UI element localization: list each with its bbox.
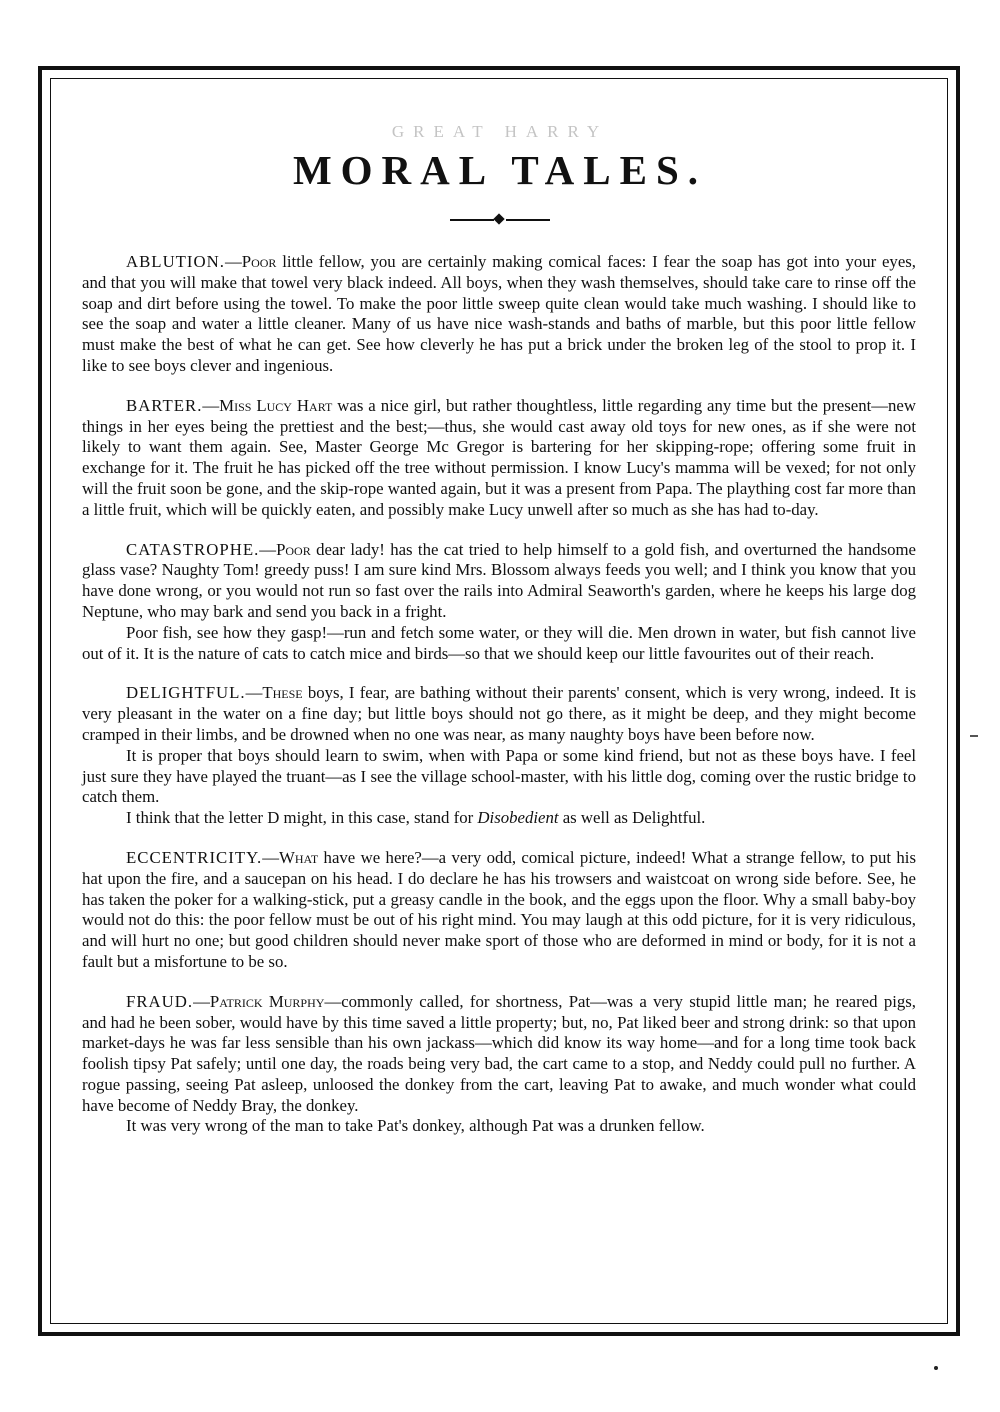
tale-lead: Patrick Murphy <box>209 991 325 1011</box>
tale-text: dear lady! has the cat tried to help himself to a gold fish, and overturned the handsome glass vase? Naughty Tom! greedy puss! I am sure kind Mrs. Blossom always feeds you well; and I think you know that you have done wrong, or you would not run so fast over the rails into Admiral Seaworth's garden, where he keeps his large dog Neptune, who may bark and send you back in a fright. <box>82 539 916 621</box>
tale-text: little fellow, you are certainly making comical faces: I fear the soap has got into your eyes, and that you will make that towel very black indeed. All boys, when they wash themselves, should take care to rinse off the soap and dirt before using the towel. To make the poor little sweep quite clean would take much washing. I should like to see the soap and water a little cleaner. Many of us have nice wash-stands and baths of marble, but this poor little fellow must make the best of what he can get. See how cleverly he has put a brick under the broken leg of the stool to prop it. I like to see boys clever and ingenious. <box>82 252 916 375</box>
tale-text: have we here?—a very odd, comical picture, indeed! What a strange fellow, to put his hat upon the fire, and a saucepan on his head. I do declare he has his trowsers and waistcoat on wrong side before. See, he has taken the poker for a walking-stick, put a greasy candle in the book, and the eggs upon the floor. Why a small baby-boy would not do this: the poor fellow must be out of his right mind. You may laugh at this odd picture, for it is very ridiculous, and will hurt no one; but good children should never make sport of those who are deformed in mind or body, for it is not a fault but a misfortune to be so. <box>82 847 916 971</box>
tale-heading: CATASTROPHE. <box>126 539 260 559</box>
tale-lead: What <box>279 847 319 867</box>
tale-paragraph: It was very wrong of the man to take Pat's donkey, although Pat was a drunken fellow. <box>126 1116 705 1136</box>
tale-text: boys, I fear, are bathing without their parents' consent, which is very wrong, indeed. It is very pleasant in the water on a fine day; but little boys should not go there, as it might be deep, and they might become cramped in their limbs, and be drowned when no one was near, as many naughty boys have been before now. <box>82 683 916 744</box>
tale-heading: ECCENTRICITY. <box>126 847 263 867</box>
margin-mark <box>970 735 978 737</box>
tale-catastrophe <box>82 540 916 665</box>
tale-ablution <box>82 252 916 377</box>
tale-text: I think that the letter D might, in this case, stand for <box>126 808 478 828</box>
tale-fraud <box>82 992 916 1138</box>
tale-lead: Poor <box>241 252 277 271</box>
ink-dot <box>934 1366 938 1370</box>
tale-emphasis: Disobedient <box>477 808 559 828</box>
tale-heading: BARTER. <box>126 395 203 415</box>
tale-lead: Miss Lucy Hart <box>219 395 333 415</box>
tale-heading: FRAUD. <box>126 991 194 1011</box>
page-title: MORAL TALES. <box>292 147 708 193</box>
tale-paragraph: DELIGHTFUL.—These boys, I fear, are bathing without their parents' consent, which is very wrong, indeed. It is very pleasant in the water on a fine day; but little boys should not go there, as it might be deep, and they might become cramped in their limbs, and be drowned when no one was near, as many naughty boys have been before now. <box>82 683 916 744</box>
tale-paragraph: ECCENTRICITY.—What have we here?—a very odd, comical picture, indeed! What a strange fellow, to put his hat upon the fire, and a saucepan on his head. I do declare he has his trowsers and waistcoat on wrong side before. See, he has taken the poker for a walking-stick, put a greasy candle in the book, and the eggs upon the floor. Why a small baby-boy would not do this: the poor fellow must be out of his right mind. You may laugh at this odd picture, for it is very ridiculous, and will hurt no one; but good children should never make sport of those who are deformed in mind or body, for it is not a fault but a misfortune to be so. <box>82 847 916 971</box>
tale-delightful <box>82 683 916 829</box>
tale-barter <box>82 396 916 521</box>
tale-paragraph: BARTER.—Miss Lucy Hart was a nice girl, but rather thoughtless, little regarding any time but the present—new things in her eyes being the prettiest and the best;—thus, she would cast away old toys for new ones, as if she were not likely to want them again. See, Master George Mc Gregor is bartering for her skipping-rope; offering some fruit in exchange for it. The fruit he has picked off the tree without permission. I know Lucy's mamma will be vexed; for not only will the fruit soon be gone, and the skip-rope wanted again, but it was a present from Papa. The plaything cost far more than a little fruit, which will be quickly eaten, and possibly make Lucy unwell after so much as she has had to-day. <box>82 395 916 519</box>
tale-paragraph: FRAUD.—Patrick Murphy—commonly called, for shortness, Pat—was a very stupid little man; he reared pigs, and had he been sober, would have by this time saved a little property; but, no, Pat liked beer and strong drink: so that upon market-days he was far less sensible than his own jackass—which did know its way home—and for a long time took back foolish tipsy Pat safely; until one day, the roads being very bad, the cart came to a stop, and Neddy could pull no further. A rogue passing, seeing Pat asleep, unloosed the donkey from the cart, leaving Pat to awake, and much wonder what could have become of Neddy Bray, the donkey. <box>82 991 916 1115</box>
diamond-icon <box>493 213 504 224</box>
tale-paragraph <box>82 808 916 829</box>
tale-lead: Poor <box>276 539 311 559</box>
tale-eccentricity <box>82 848 916 973</box>
tale-paragraph: CATASTROPHE.—Poor dear lady! has the cat tried to help himself to a gold fish, and overturned the handsome glass vase? Naughty Tom! greedy puss! I am sure kind Mrs. Blossom always feeds you well; and I think you know that you have done wrong, or you would not run so fast over the rails into Admiral Seaworth's garden, where he keeps his large dog Neptune, who may bark and send you back in a fright. <box>82 539 916 621</box>
tale-paragraph: It is proper that boys should learn to swim, when with Papa or some kind friend, but not as these boys have. I feel just sure they have played the truant—as I see the village school-master, with his little dog, coming over the rustic bridge to catch them. <box>82 745 916 807</box>
tale-paragraph: Poor fish, see how they gasp!—run and fetch some water, or they will die. Men drown in water, but fish cannot live out of it. It is the nature of cats to catch mice and birds—so that we should keep our little favourites out of their reach. <box>82 622 916 663</box>
tale-lead: These <box>262 683 303 703</box>
tale-heading: ABLUTION. <box>126 252 225 271</box>
tale-text: —commonly called, for shortness, Pat—was a very stupid little man; he reared pigs, and had he been sober, would have by this time saved a little property; but, no, Pat liked beer and strong drink: so that upon market-days he was far less sensible than his own jackass—which did know its way home—and for a long time took back foolish tipsy Pat safely; until one day, the roads being very bad, the cart came to a stop, and Neddy could pull no further. A rogue passing, seeing Pat asleep, unloosed the donkey from the cart, leaving Pat to awake, and much wonder what could have become of Neddy Bray, the donkey. <box>82 991 916 1115</box>
tales-body <box>82 252 916 1156</box>
tale-paragraph: ABLUTION.—Poor little fellow, you are certainly making comical faces: I fear the soap has got into your eyes, and that you will make that towel very black indeed. All boys, when they wash themselves, should take care to rinse off the soap and dirt before using the towel. To make the poor little sweep quite clean would take much washing. I should like to see the soap and water a little cleaner. Many of us have nice wash-stands and baths of marble, but this poor little fellow must make the best of what he can get. See how cleverly he has put a brick under the broken leg of the stool to prop it. I like to see boys clever and ingenious. <box>82 252 916 375</box>
tale-text: was a nice girl, but rather thoughtless, little regarding any time but the present—new things in her eyes being the prettiest and the best;—thus, she would cast away old toys for new ones, as if she were not likely to want them again. See, Master George Mc Gregor is bartering for her skipping-rope; offering some fruit in exchange for it. The fruit he has picked off the tree without permission. I know Lucy's mamma will be vexed; for not only will the fruit soon be gone, and the skip-rope wanted again, but it was a present from Papa. The plaything cost far more than a little fruit, which will be quickly eaten, and possibly make Lucy unwell after so much as she has had to-day. <box>82 395 916 519</box>
tale-heading: DELIGHTFUL. <box>126 683 246 703</box>
title-ornament <box>450 214 550 226</box>
tale-text: as well as Delightful. <box>558 808 706 828</box>
faint-heading: GREAT HARRY <box>391 122 609 141</box>
